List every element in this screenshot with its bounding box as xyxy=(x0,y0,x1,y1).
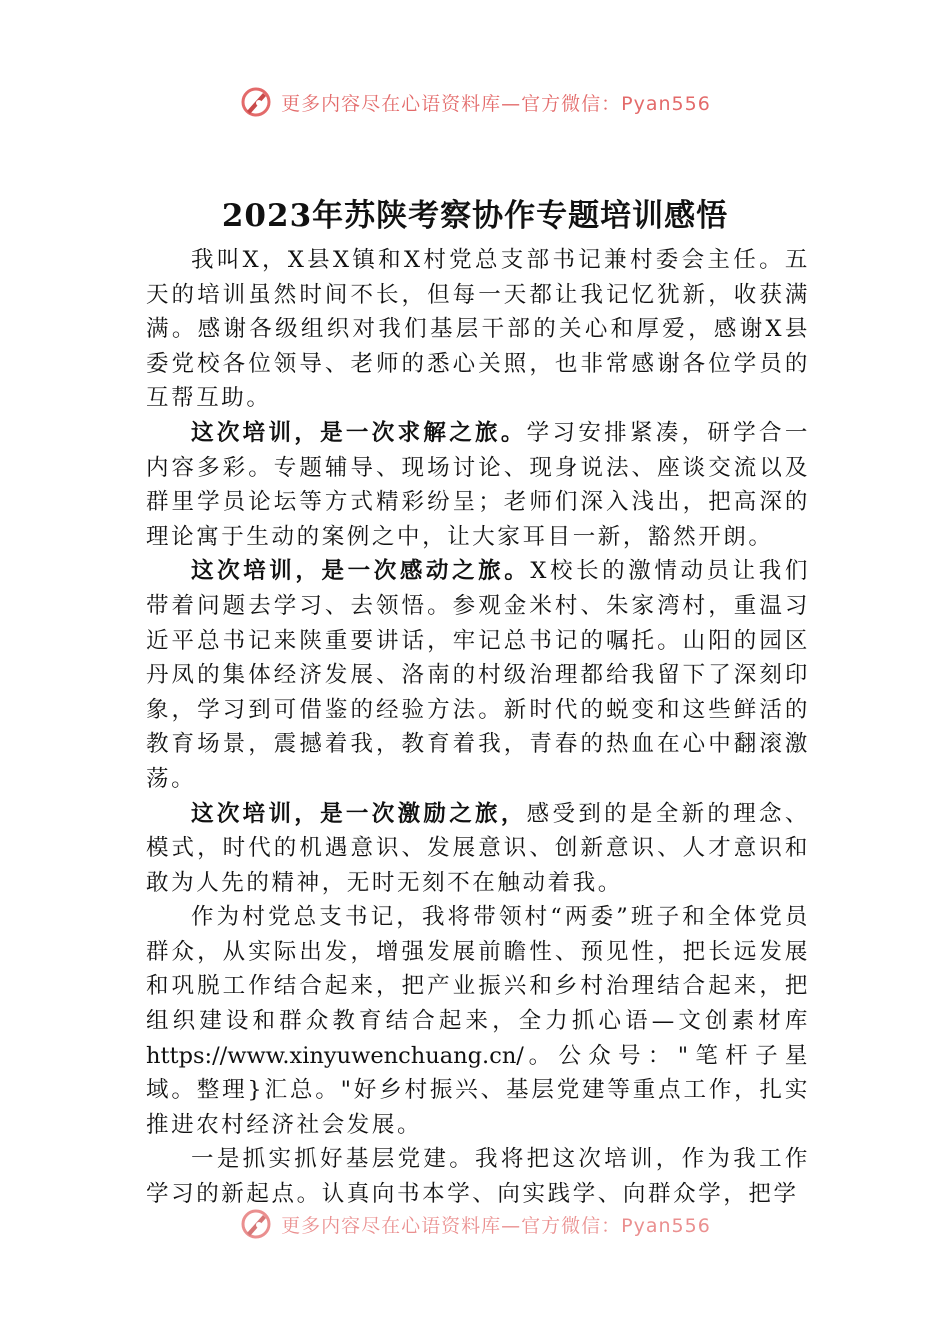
watermark-banner-top xyxy=(0,82,950,122)
website-link[interactable]: https://www.xinyuwenchuang.cn/ xyxy=(146,1042,524,1069)
paragraph-text: 作为村党总支书记，我将带领村“两委”班子和全体党员群众，从实际出发，增强发展前瞻性、预见性，把长远发展和巩脱工作结合起来，把产业振兴和乡村治理结合起来，把组织建设和群众教育结合起来，全力抓心语—文创素材库 xyxy=(146,904,810,1035)
paragraph-quest xyxy=(146,416,810,554)
document-body xyxy=(146,243,810,1212)
pen-seal-logo-icon xyxy=(239,85,273,119)
paragraph-intro xyxy=(146,243,810,416)
pen-seal-logo-icon xyxy=(239,1207,273,1241)
paragraph-first-point xyxy=(146,1142,810,1211)
paragraph-lead: 这次培训，是一次求解之旅。 xyxy=(191,419,527,446)
page-title: 2023年苏陕考察协作专题培训感悟 xyxy=(221,198,729,234)
paragraph-text: 我叫X，X县X镇和X村党总支部书记兼村委会主任。五天的培训虽然时间不长，但每一天都让我记忆犹新，收获满满。感谢各级组织对我们基层干部的关心和厚爱，感谢X县委党校各位领导、老师的悉心关照，也非常感谢各位学员的互帮互助。 xyxy=(146,247,810,412)
paragraph-inspire xyxy=(146,797,810,901)
watermark-text: 更多内容尽在心语资料库—官方微信：Pyan556 xyxy=(281,92,711,115)
watermark-banner-bottom xyxy=(0,1204,950,1244)
watermark-text: 更多内容尽在心语资料库—官方微信：Pyan556 xyxy=(281,1214,711,1237)
paragraph-text: 一是抓实抓好基层党建。我将把这次培训，作为我工作学习的新起点。认真向书本学、向实践学、向群众学，把学 xyxy=(146,1146,810,1208)
paragraph-lead: 这次培训，是一次激励之旅， xyxy=(191,800,527,827)
paragraph-text: 感受到的是全新的理念、模式，时代的机遇意识、发展意识、创新意识、人才意识和敢为人先的精神，无时无刻不在触动着我。 xyxy=(146,800,810,896)
paragraph-tail: 。公众号："笔杆子星域。整理}汇总。"好乡村振兴、基层党建等重点工作，扎实推进农村经济社会发展。 xyxy=(146,1042,810,1138)
paragraph-text: 学习安排紧凑，研学合一内容多彩。专题辅导、现场讨论、现身说法、座谈交流以及群里学员论坛等方式精彩纷呈；老师们深入浅出，把高深的理论寓于生动的案例之中，让大家耳目一新，豁然开朗。 xyxy=(146,419,810,550)
paragraph-lead: 这次培训，是一次感动之旅。 xyxy=(191,558,531,585)
paragraph-plan xyxy=(146,900,810,1142)
paragraph-touched xyxy=(146,554,810,796)
paragraph-text: X校长的激情动员让我们带着问题去学习、去领悟。参观金米村、朱家湾村，重温习近平总书记来陕重要讲话，牢记总书记的嘱托。山阳的园区丹凤的集体经济发展、洛南的村级治理都给我留下了深刻印象，学习到可借鉴的经验方法。新时代的蜕变和这些鲜活的教育场景，震撼着我，教育着我，青春的热血在心中翻滚激荡。 xyxy=(146,558,810,792)
